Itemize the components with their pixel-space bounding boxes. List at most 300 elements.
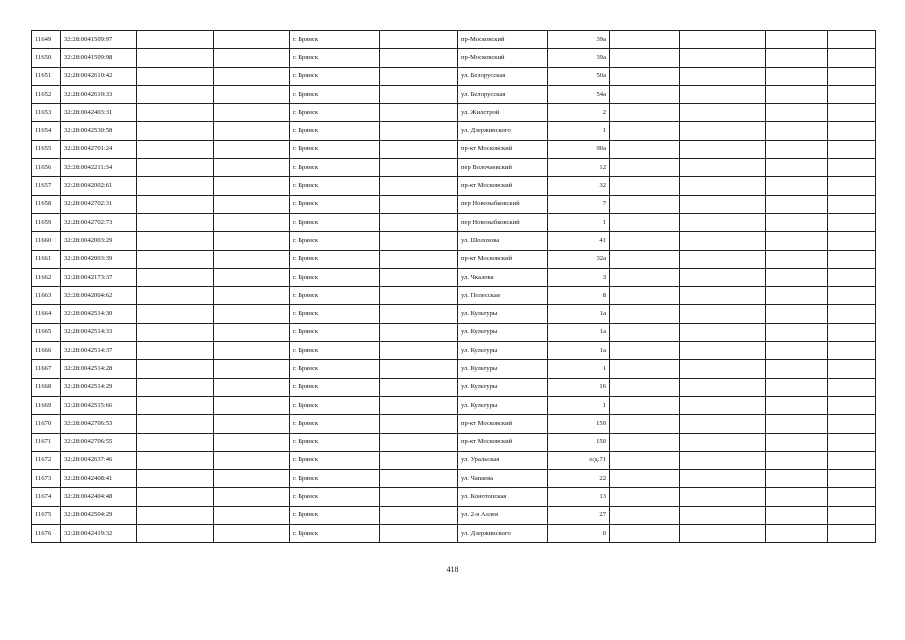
house-number-cell: 16 (548, 378, 610, 396)
empty-cell (766, 232, 828, 250)
empty-cell (380, 268, 458, 286)
empty-cell (766, 177, 828, 195)
house-number-cell: 22 (548, 470, 610, 488)
street-cell: ул. Культуры (458, 396, 548, 414)
empty-cell (828, 140, 876, 158)
empty-cell (610, 213, 680, 231)
empty-cell (766, 525, 828, 543)
table-row (32, 378, 876, 396)
empty-cell (610, 488, 680, 506)
house-number-cell: 12 (548, 159, 610, 177)
house-number-cell: 2 (548, 104, 610, 122)
cadastral-number-cell: 32:28:0042610:33 (61, 85, 137, 103)
row-number-cell: 11656 (32, 159, 61, 177)
empty-cell (214, 342, 290, 360)
empty-cell (828, 323, 876, 341)
cadastral-number-cell: 32:28:0042514:29 (61, 378, 137, 396)
empty-cell (380, 378, 458, 396)
empty-cell (766, 378, 828, 396)
empty-cell (828, 378, 876, 396)
empty-cell (380, 433, 458, 451)
street-cell: пр-кт Московский (458, 140, 548, 158)
empty-cell (137, 433, 214, 451)
empty-cell (380, 323, 458, 341)
empty-cell (137, 104, 214, 122)
cadastral-number-cell: 32:28:0042419:32 (61, 525, 137, 543)
street-cell: пр-кт Московский (458, 415, 548, 433)
street-cell: пр-Московский (458, 49, 548, 67)
row-number-cell: 11669 (32, 396, 61, 414)
house-number-cell: 1а (548, 342, 610, 360)
row-number-cell: 11662 (32, 268, 61, 286)
empty-cell (380, 506, 458, 524)
empty-cell (828, 268, 876, 286)
table-row (32, 305, 876, 323)
empty-cell (610, 360, 680, 378)
empty-cell (214, 287, 290, 305)
cadastral-number-cell: 32:28:0042211:34 (61, 159, 137, 177)
row-number-cell: 11653 (32, 104, 61, 122)
cadastral-number-cell: 32:28:0042002:61 (61, 177, 137, 195)
street-cell: ул. Белорусская (458, 85, 548, 103)
street-cell: ул. Культуры (458, 323, 548, 341)
registry-table (31, 30, 876, 543)
cadastral-number-cell: 32:28:0042514:33 (61, 323, 137, 341)
empty-cell (610, 85, 680, 103)
cadastral-number-cell: 32:28:0042702:31 (61, 195, 137, 213)
empty-cell (766, 159, 828, 177)
empty-cell (828, 360, 876, 378)
empty-cell (680, 250, 766, 268)
street-cell: ул. Шолохова (458, 232, 548, 250)
row-number-cell: 11659 (32, 213, 61, 231)
empty-cell (214, 433, 290, 451)
cadastral-number-cell: 32:28:0042514:28 (61, 360, 137, 378)
empty-cell (680, 342, 766, 360)
empty-cell (214, 451, 290, 469)
empty-cell (610, 305, 680, 323)
table-row (32, 31, 876, 49)
cadastral-number-cell: 32:28:0041509:98 (61, 49, 137, 67)
city-cell: г. Брянск (290, 488, 380, 506)
empty-cell (610, 525, 680, 543)
row-number-cell: 11650 (32, 49, 61, 67)
row-number-cell: 11676 (32, 525, 61, 543)
cadastral-number-cell: 32:28:0042003:39 (61, 250, 137, 268)
row-number-cell: 11663 (32, 287, 61, 305)
empty-cell (680, 122, 766, 140)
empty-cell (680, 470, 766, 488)
street-cell: ул. Полесская (458, 287, 548, 305)
empty-cell (380, 250, 458, 268)
empty-cell (137, 49, 214, 67)
table-body (32, 31, 876, 543)
street-cell: ул. Чапаева (458, 470, 548, 488)
empty-cell (137, 342, 214, 360)
empty-cell (137, 31, 214, 49)
empty-cell (137, 415, 214, 433)
table-row (32, 287, 876, 305)
cadastral-number-cell: 32:28:0042701:24 (61, 140, 137, 158)
city-cell: г. Брянск (290, 525, 380, 543)
empty-cell (214, 49, 290, 67)
street-cell: ул. Чкалова (458, 268, 548, 286)
empty-cell (766, 451, 828, 469)
empty-cell (610, 232, 680, 250)
empty-cell (137, 488, 214, 506)
empty-cell (214, 506, 290, 524)
city-cell: г. Брянск (290, 451, 380, 469)
empty-cell (766, 67, 828, 85)
row-number-cell: 11673 (32, 470, 61, 488)
street-cell: ул. Уральская (458, 451, 548, 469)
city-cell: г. Брянск (290, 396, 380, 414)
house-number-cell: 8 (548, 287, 610, 305)
empty-cell (828, 67, 876, 85)
house-number-cell: 39а (548, 49, 610, 67)
cadastral-number-cell: 32:28:0042004:62 (61, 287, 137, 305)
house-number-cell: 50а (548, 67, 610, 85)
row-number-cell: 11664 (32, 305, 61, 323)
empty-cell (214, 415, 290, 433)
row-number-cell: 11675 (32, 506, 61, 524)
empty-cell (214, 122, 290, 140)
empty-cell (214, 323, 290, 341)
cadastral-number-cell: 32:28:0042706:55 (61, 433, 137, 451)
table-row (32, 342, 876, 360)
row-number-cell: 11667 (32, 360, 61, 378)
empty-cell (766, 85, 828, 103)
empty-cell (137, 323, 214, 341)
empty-cell (380, 488, 458, 506)
empty-cell (680, 177, 766, 195)
row-number-cell: 11671 (32, 433, 61, 451)
table-row (32, 213, 876, 231)
street-cell: ул. Конотопская (458, 488, 548, 506)
table-row (32, 232, 876, 250)
house-number-cell: 39а (548, 31, 610, 49)
empty-cell (828, 250, 876, 268)
empty-cell (610, 287, 680, 305)
empty-cell (610, 268, 680, 286)
house-number-cell: 7 (548, 195, 610, 213)
empty-cell (680, 525, 766, 543)
empty-cell (214, 159, 290, 177)
empty-cell (680, 159, 766, 177)
row-number-cell: 11668 (32, 378, 61, 396)
cadastral-number-cell: 32:28:0042173:37 (61, 268, 137, 286)
house-number-cell: 32а (548, 250, 610, 268)
empty-cell (610, 195, 680, 213)
empty-cell (828, 159, 876, 177)
empty-cell (610, 323, 680, 341)
empty-cell (680, 140, 766, 158)
empty-cell (766, 305, 828, 323)
house-number-cell: 3 (548, 268, 610, 286)
city-cell: г. Брянск (290, 250, 380, 268)
house-number-cell: 54а (548, 85, 610, 103)
row-number-cell: 11672 (32, 451, 61, 469)
house-number-cell: о/д.71 (548, 451, 610, 469)
empty-cell (610, 49, 680, 67)
empty-cell (214, 213, 290, 231)
empty-cell (828, 122, 876, 140)
row-number-cell: 11670 (32, 415, 61, 433)
house-number-cell: 41 (548, 232, 610, 250)
empty-cell (766, 140, 828, 158)
table-row (32, 268, 876, 286)
table-row (32, 323, 876, 341)
cadastral-number-cell: 32:28:0042504:29 (61, 506, 137, 524)
house-number-cell: 90а (548, 140, 610, 158)
empty-cell (137, 122, 214, 140)
city-cell: г. Брянск (290, 140, 380, 158)
table-row (32, 451, 876, 469)
table-row (32, 506, 876, 524)
empty-cell (214, 268, 290, 286)
city-cell: г. Брянск (290, 213, 380, 231)
empty-cell (766, 268, 828, 286)
house-number-cell: 1 (548, 396, 610, 414)
cadastral-number-cell: 32:28:0042003:29 (61, 232, 137, 250)
empty-cell (137, 360, 214, 378)
empty-cell (214, 177, 290, 195)
street-cell: ул. Белорусская (458, 67, 548, 85)
empty-cell (828, 85, 876, 103)
empty-cell (137, 195, 214, 213)
empty-cell (380, 159, 458, 177)
row-number-cell: 11661 (32, 250, 61, 268)
empty-cell (380, 305, 458, 323)
house-number-cell: 150 (548, 415, 610, 433)
empty-cell (828, 195, 876, 213)
empty-cell (680, 232, 766, 250)
empty-cell (214, 85, 290, 103)
empty-cell (214, 104, 290, 122)
empty-cell (380, 67, 458, 85)
empty-cell (766, 49, 828, 67)
empty-cell (610, 415, 680, 433)
empty-cell (680, 360, 766, 378)
table-row (32, 67, 876, 85)
empty-cell (766, 342, 828, 360)
empty-cell (680, 85, 766, 103)
empty-cell (680, 488, 766, 506)
empty-cell (766, 360, 828, 378)
row-number-cell: 11657 (32, 177, 61, 195)
city-cell: г. Брянск (290, 49, 380, 67)
empty-cell (214, 470, 290, 488)
empty-cell (828, 488, 876, 506)
empty-cell (766, 250, 828, 268)
empty-cell (214, 360, 290, 378)
city-cell: г. Брянск (290, 31, 380, 49)
empty-cell (680, 195, 766, 213)
empty-cell (137, 378, 214, 396)
empty-cell (137, 232, 214, 250)
empty-cell (380, 232, 458, 250)
empty-cell (828, 415, 876, 433)
empty-cell (828, 396, 876, 414)
empty-cell (137, 287, 214, 305)
empty-cell (214, 67, 290, 85)
empty-cell (214, 305, 290, 323)
table-row (32, 415, 876, 433)
empty-cell (137, 506, 214, 524)
street-cell: пер Новозыбковский (458, 195, 548, 213)
empty-cell (766, 323, 828, 341)
empty-cell (380, 342, 458, 360)
empty-cell (137, 396, 214, 414)
street-cell: ул. Культуры (458, 360, 548, 378)
empty-cell (137, 177, 214, 195)
row-number-cell: 11674 (32, 488, 61, 506)
street-cell: ул. Культуры (458, 342, 548, 360)
cadastral-number-cell: 32:28:0042637:46 (61, 451, 137, 469)
house-number-cell: 1 (548, 360, 610, 378)
city-cell: г. Брянск (290, 268, 380, 286)
empty-cell (610, 433, 680, 451)
city-cell: г. Брянск (290, 67, 380, 85)
empty-cell (828, 525, 876, 543)
empty-cell (610, 104, 680, 122)
cadastral-number-cell: 32:28:0042514:30 (61, 305, 137, 323)
table-row (32, 49, 876, 67)
row-number-cell: 11655 (32, 140, 61, 158)
empty-cell (380, 213, 458, 231)
empty-cell (610, 506, 680, 524)
street-cell: пер Новозыбковский (458, 213, 548, 231)
table-row (32, 360, 876, 378)
empty-cell (214, 250, 290, 268)
empty-cell (680, 451, 766, 469)
row-number-cell: 11654 (32, 122, 61, 140)
empty-cell (680, 506, 766, 524)
empty-cell (137, 85, 214, 103)
empty-cell (680, 433, 766, 451)
street-cell: ул. Дзержинского (458, 525, 548, 543)
table-row (32, 250, 876, 268)
empty-cell (380, 525, 458, 543)
empty-cell (137, 525, 214, 543)
house-number-cell: 1а (548, 323, 610, 341)
table-row (32, 177, 876, 195)
empty-cell (680, 49, 766, 67)
empty-cell (214, 140, 290, 158)
city-cell: г. Брянск (290, 287, 380, 305)
empty-cell (610, 250, 680, 268)
city-cell: г. Брянск (290, 433, 380, 451)
city-cell: г. Брянск (290, 342, 380, 360)
empty-cell (766, 433, 828, 451)
empty-cell (610, 378, 680, 396)
table-row (32, 488, 876, 506)
empty-cell (680, 104, 766, 122)
table-row (32, 433, 876, 451)
empty-cell (137, 213, 214, 231)
street-cell: ул. Культуры (458, 305, 548, 323)
street-cell: пер Волочаевский (458, 159, 548, 177)
city-cell: г. Брянск (290, 506, 380, 524)
cadastral-number-cell: 32:28:0042515:66 (61, 396, 137, 414)
city-cell: г. Брянск (290, 415, 380, 433)
empty-cell (680, 396, 766, 414)
empty-cell (380, 360, 458, 378)
city-cell: г. Брянск (290, 195, 380, 213)
empty-cell (380, 177, 458, 195)
house-number-cell: 1 (548, 122, 610, 140)
city-cell: г. Брянск (290, 360, 380, 378)
empty-cell (828, 104, 876, 122)
street-cell: пр-кт Московский (458, 250, 548, 268)
empty-cell (766, 287, 828, 305)
empty-cell (610, 451, 680, 469)
empty-cell (214, 488, 290, 506)
empty-cell (828, 342, 876, 360)
empty-cell (214, 31, 290, 49)
cadastral-number-cell: 32:28:0042404:48 (61, 488, 137, 506)
street-cell: пр-кт Московский (458, 433, 548, 451)
city-cell: г. Брянск (290, 177, 380, 195)
empty-cell (766, 104, 828, 122)
empty-cell (766, 415, 828, 433)
empty-cell (828, 433, 876, 451)
empty-cell (766, 488, 828, 506)
empty-cell (766, 195, 828, 213)
empty-cell (766, 396, 828, 414)
empty-cell (380, 85, 458, 103)
registry-table-container (31, 30, 875, 543)
table-row (32, 525, 876, 543)
empty-cell (766, 506, 828, 524)
page-number: 418 (446, 565, 459, 574)
cadastral-number-cell: 32:28:0042702:73 (61, 213, 137, 231)
empty-cell (137, 159, 214, 177)
empty-cell (766, 122, 828, 140)
street-cell: пр-кт Московский (458, 177, 548, 195)
house-number-cell: 1а (548, 305, 610, 323)
empty-cell (380, 415, 458, 433)
empty-cell (610, 396, 680, 414)
empty-cell (380, 451, 458, 469)
empty-cell (610, 177, 680, 195)
empty-cell (380, 287, 458, 305)
street-cell: пр-Московский (458, 31, 548, 49)
cadastral-number-cell: 32:28:0042514:37 (61, 342, 137, 360)
empty-cell (828, 31, 876, 49)
empty-cell (828, 232, 876, 250)
empty-cell (680, 268, 766, 286)
house-number-cell: 0 (548, 525, 610, 543)
empty-cell (137, 451, 214, 469)
row-number-cell: 11666 (32, 342, 61, 360)
empty-cell (214, 396, 290, 414)
city-cell: г. Брянск (290, 305, 380, 323)
empty-cell (828, 470, 876, 488)
empty-cell (380, 31, 458, 49)
table-row (32, 140, 876, 158)
table-row (32, 470, 876, 488)
house-number-cell: 150 (548, 433, 610, 451)
row-number-cell: 11660 (32, 232, 61, 250)
empty-cell (610, 67, 680, 85)
empty-cell (610, 470, 680, 488)
empty-cell (137, 268, 214, 286)
street-cell: ул. 2-я Аллея (458, 506, 548, 524)
empty-cell (610, 122, 680, 140)
street-cell: ул. Культуры (458, 378, 548, 396)
row-number-cell: 11652 (32, 85, 61, 103)
